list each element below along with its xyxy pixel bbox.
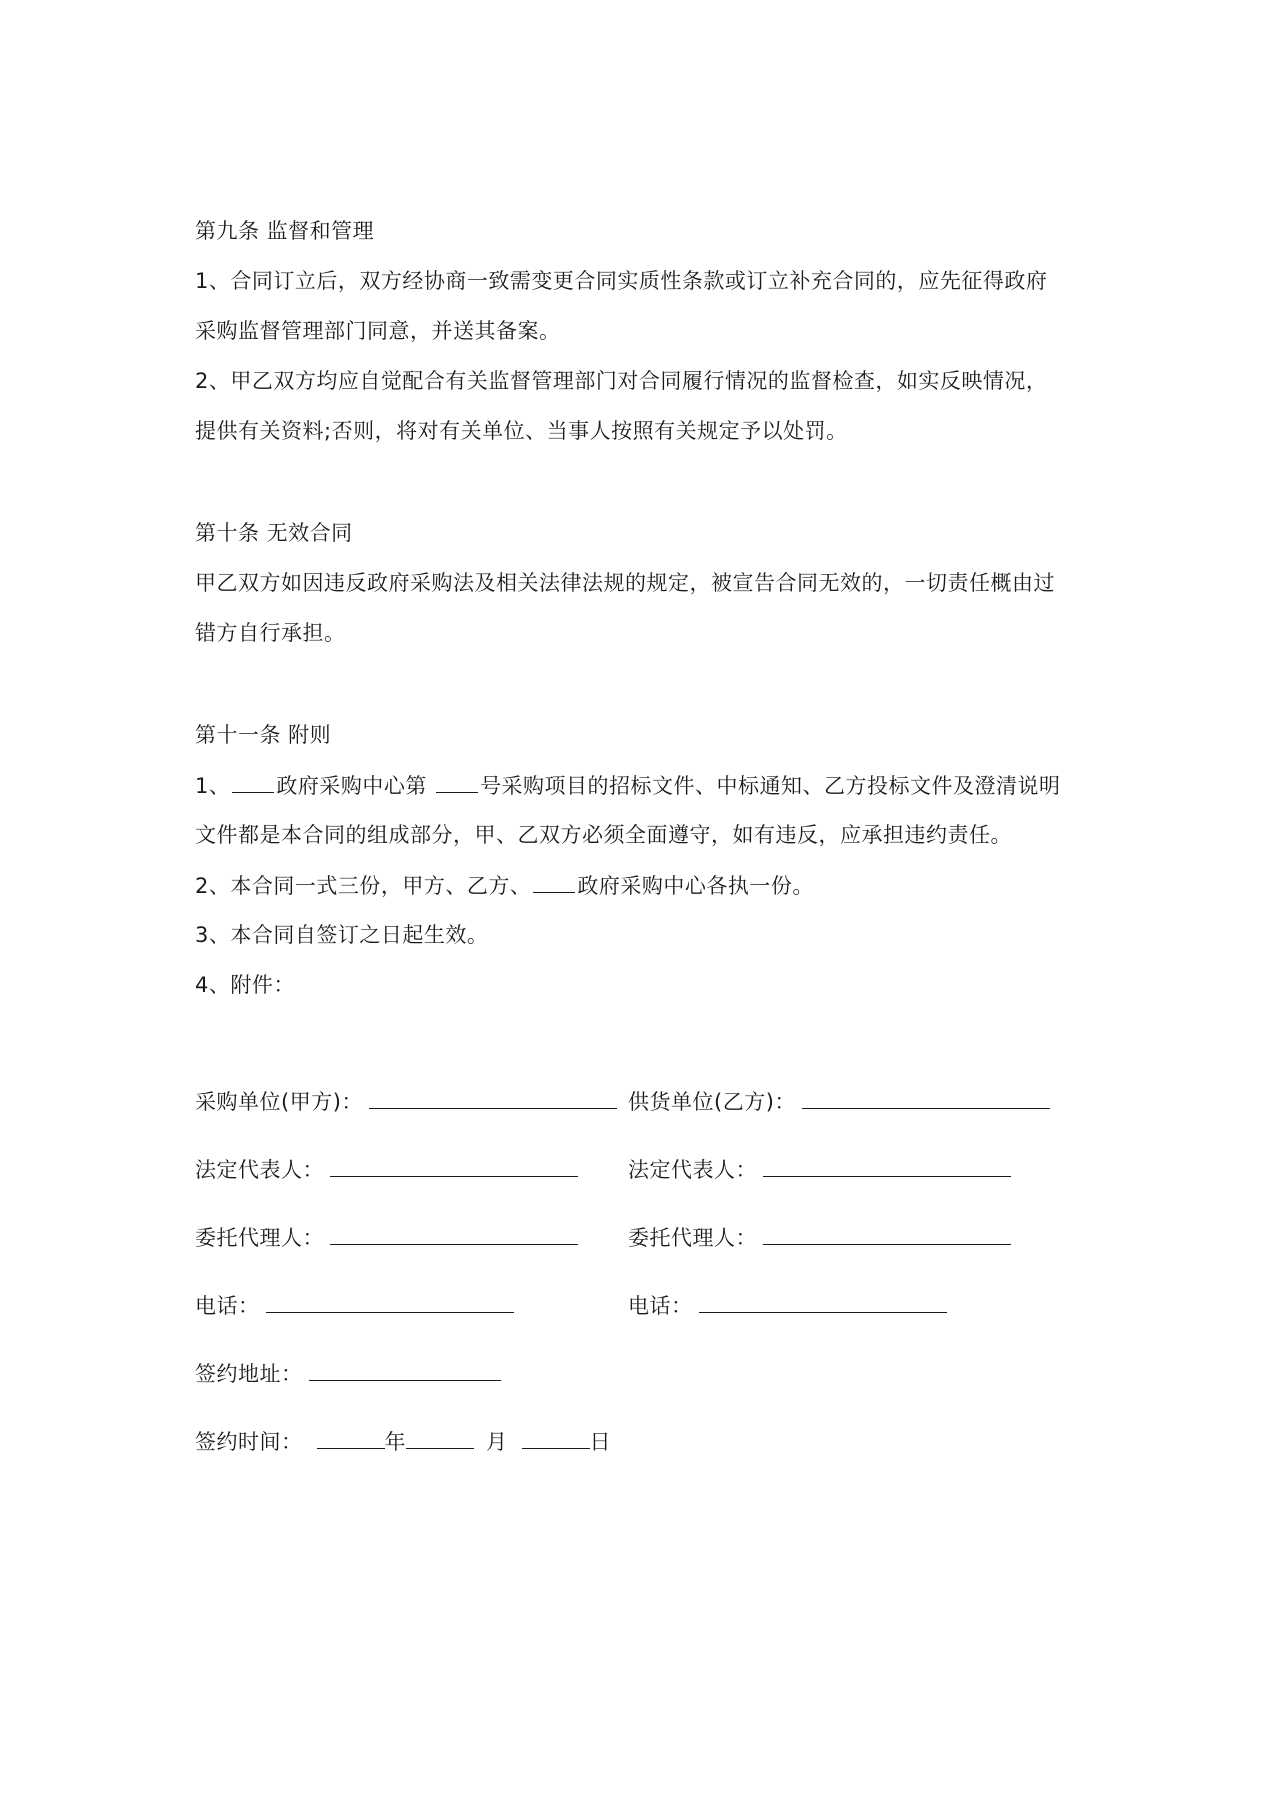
- agent-b-row: [628, 1222, 1011, 1253]
- address-label: 签约地址：: [195, 1362, 303, 1386]
- year-label: 年: [384, 1430, 406, 1454]
- day-field[interactable]: [522, 1426, 590, 1449]
- agent-a-row: [195, 1222, 578, 1253]
- phone-a-field[interactable]: [266, 1290, 514, 1313]
- phone-b-row: [628, 1290, 947, 1321]
- article-9-heading: 第九条 监督和管理: [195, 219, 375, 243]
- month-label: 月: [486, 1430, 508, 1454]
- agent-a-field[interactable]: [330, 1222, 578, 1245]
- time-label: 签约时间：: [195, 1430, 303, 1454]
- agent-b-field[interactable]: [763, 1222, 1011, 1245]
- legal-rep-b-label: 法定代表人：: [628, 1158, 757, 1182]
- item-1-text-b: 号采购项目的招标文件、中标通知、乙方投标文件及澄清说明: [480, 774, 1061, 798]
- phone-b-label: 电话：: [628, 1294, 693, 1318]
- supplier-label: 供货单位(乙方)：: [628, 1090, 796, 1114]
- center-name-blank-2[interactable]: [533, 870, 575, 893]
- article-11-item-1-line-2: 文件都是本合同的组成部分，甲、乙双方必须全面遵守，如有违反，应承担违约责任。: [195, 823, 1012, 847]
- address-field[interactable]: [309, 1358, 501, 1381]
- legal-rep-b-row: [628, 1154, 1011, 1185]
- buyer-label: 采购单位(甲方)：: [195, 1090, 363, 1114]
- item-2-text-a: 2、本合同一式三份，甲方、乙方、: [195, 874, 532, 898]
- buyer-row: [195, 1086, 617, 1117]
- buyer-field[interactable]: [369, 1086, 617, 1109]
- item-1-text-a: 政府采购中心第: [276, 774, 435, 798]
- article-11-item-2: [195, 870, 814, 901]
- article-11-item-4: 4、附件：: [195, 973, 295, 997]
- time-row: [195, 1426, 611, 1457]
- project-number-blank[interactable]: [436, 770, 478, 793]
- article-10-heading: 第十条 无效合同: [195, 521, 353, 545]
- month-field[interactable]: [406, 1426, 474, 1449]
- legal-rep-a-field[interactable]: [330, 1154, 578, 1177]
- year-field[interactable]: [317, 1426, 385, 1449]
- agent-b-label: 委托代理人：: [628, 1226, 757, 1250]
- article-11-heading: 第十一条 附则: [195, 723, 332, 747]
- article-11-item-3: 3、本合同自签订之日起生效。: [195, 923, 489, 947]
- phone-a-label: 电话：: [195, 1294, 260, 1318]
- phone-b-field[interactable]: [699, 1290, 947, 1313]
- day-label: 日: [589, 1430, 611, 1454]
- item-1-prefix: 1、: [195, 774, 231, 798]
- legal-rep-a-row: [195, 1154, 578, 1185]
- supplier-row: [628, 1086, 1050, 1117]
- article-11-item-1-line-1: [195, 770, 1061, 801]
- article-9-clause-1-line-2: 采购监督管理部门同意，并送其备案。: [195, 319, 561, 343]
- article-10-text-line-1: 甲乙双方如因违反政府采购法及相关法律法规的规定，被宣告合同无效的，一切责任概由过: [195, 571, 1055, 595]
- address-row: [195, 1358, 501, 1389]
- article-9-clause-2-line-1: 2、甲乙双方均应自觉配合有关监督管理部门对合同履行情况的监督检查，如实反映情况，: [195, 369, 1048, 393]
- legal-rep-b-field[interactable]: [763, 1154, 1011, 1177]
- supplier-field[interactable]: [802, 1086, 1050, 1109]
- center-name-blank[interactable]: [232, 770, 274, 793]
- article-9-clause-2-line-2: 提供有关资料;否则，将对有关单位、当事人按照有关规定予以处罚。: [195, 419, 848, 443]
- phone-a-row: [195, 1290, 514, 1321]
- article-9-clause-1-line-1: 1、合同订立后，双方经协商一致需变更合同实质性条款或订立补充合同的，应先征得政府: [195, 269, 1048, 293]
- agent-a-label: 委托代理人：: [195, 1226, 324, 1250]
- article-10-text-line-2: 错方自行承担。: [195, 621, 346, 645]
- item-2-text-b: 政府采购中心各执一份。: [577, 874, 814, 898]
- legal-rep-a-label: 法定代表人：: [195, 1158, 324, 1182]
